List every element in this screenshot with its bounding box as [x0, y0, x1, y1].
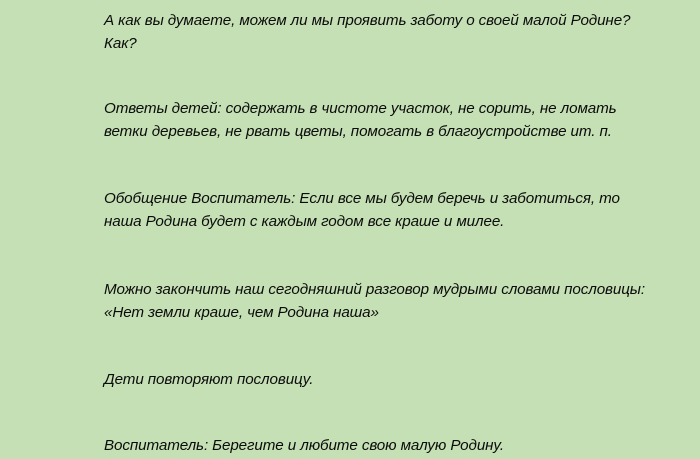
- text-line: Можно закончить наш сегодняшний разговор мудрыми словами пословицы:: [104, 281, 645, 298]
- text-line: Дети повторяют пословицу.: [104, 371, 314, 388]
- paragraph-question: [104, 9, 700, 55]
- text-line: ветки деревьев, не рвать цветы, помогать в благоустройстве ит. п.: [104, 123, 612, 140]
- paragraph-children-repeat: [104, 368, 700, 391]
- text-line: Ответы детей: содержать в чистоте участок, не сорить, не ломать: [104, 100, 617, 117]
- text-line: А как вы думаете, можем ли мы проявить заботу о своей малой Родине?: [104, 12, 631, 29]
- paragraph-children-answers: [104, 97, 700, 143]
- text-line: Как?: [104, 35, 137, 52]
- paragraph-summary: [104, 187, 700, 233]
- text-line: «Нет земли краше, чем Родина наша»: [104, 304, 379, 321]
- text-line: Обобщение Воспитатель: Если все мы будем беречь и заботиться, то: [104, 190, 620, 207]
- paragraph-proverb: [104, 278, 700, 324]
- paragraph-teacher-closing: [104, 434, 700, 457]
- text-line: наша Родина будет с каждым годом все краше и милее.: [104, 213, 505, 230]
- text-line: Воспитатель: Берегите и любите свою малую Родину.: [104, 437, 505, 454]
